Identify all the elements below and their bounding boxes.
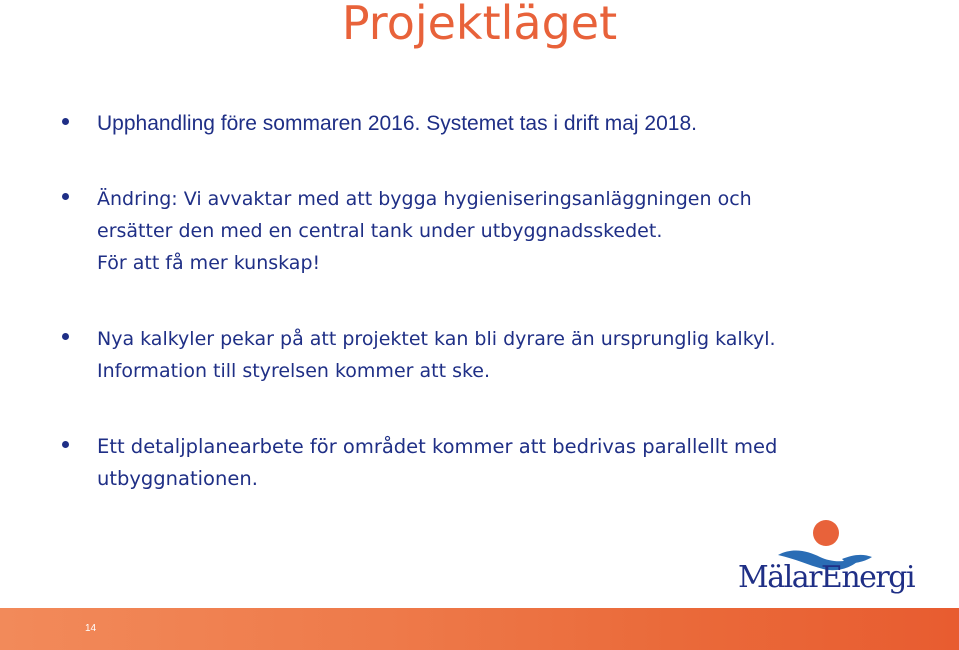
logo-sun-icon [813,520,839,546]
bullet-text: För att få mer kunskap! [97,252,321,274]
bullet-dot [62,333,69,340]
bullet-item [62,431,882,495]
bullet-text: ersätter den med en central tank under utbyggnadsskedet. [97,220,663,242]
slide-title: Projektläget [341,0,618,50]
bullet-text: Upphandling före sommaren 2016. Systemet tas i drift maj 2018. [97,112,697,135]
bullet-item [62,323,882,387]
bullet-text: Nya kalkyler pekar på att projektet kan bli dyrare än ursprunglig kalkyl. [97,328,776,350]
bullet-dot [62,193,69,200]
bullet-item [62,108,882,140]
bullet-text: utbyggnationen. [97,467,258,490]
bullet-text: Information till styrelsen kommer att ske. [97,360,491,382]
bullet-dot [62,441,69,448]
logo-text: MälarEnergi [738,560,915,595]
bullet-dot [62,118,69,125]
bullet-text: Ett detaljplanearbete för området kommer att bedrivas parallellt med [97,435,778,458]
footer-bar [0,608,959,650]
page-number: 14 [85,623,97,634]
bullet-text: Ändring: Vi avvaktar med att bygga hygieniseringsanläggningen och [97,188,752,210]
bullet-item [62,183,882,279]
